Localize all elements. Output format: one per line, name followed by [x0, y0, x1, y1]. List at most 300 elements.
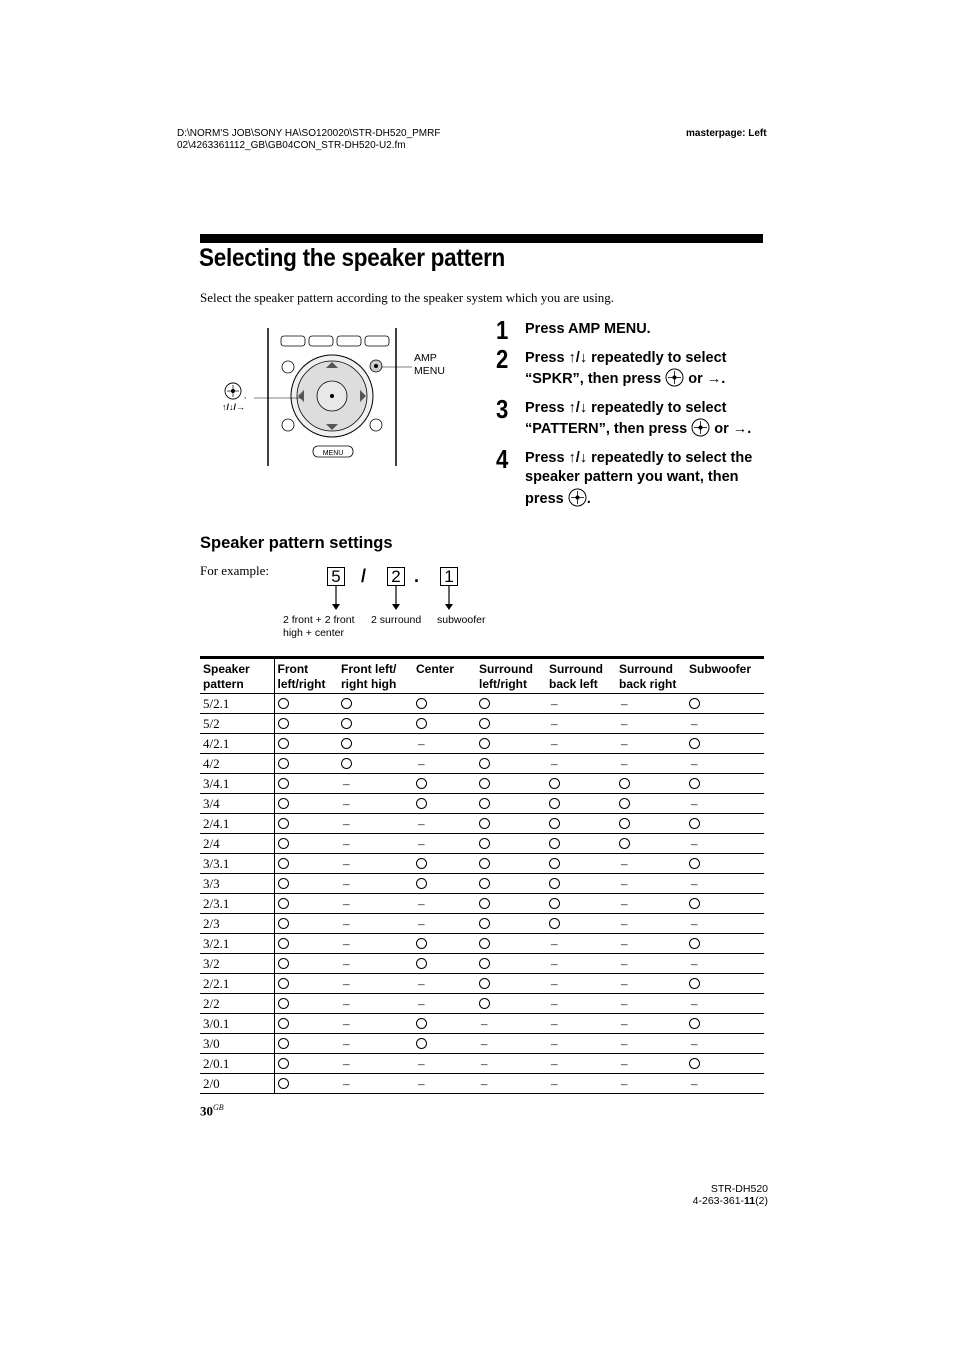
- footer-code-a: 4-263-361-: [692, 1195, 745, 1207]
- speaker-unused-cell: [546, 694, 616, 714]
- dash-mark: –: [551, 1056, 558, 1071]
- speaker-unused-cell: [546, 994, 616, 1014]
- circle-icon: [549, 818, 560, 829]
- circle-icon: [278, 918, 289, 929]
- speaker-unused-cell: [616, 894, 686, 914]
- dash-mark: –: [343, 1076, 350, 1091]
- speaker-unused-cell: [616, 1054, 686, 1074]
- speaker-unused-cell: [686, 1034, 764, 1054]
- pattern-cell: 2/3.1: [200, 894, 274, 914]
- dash-mark: –: [551, 1016, 558, 1031]
- intro-text: Select the speaker pattern according to the speaker system which you are using.: [200, 290, 615, 305]
- dash-mark: –: [343, 996, 350, 1011]
- speaker-unused-cell: [338, 894, 413, 914]
- caption-front-line-1: 2 front + 2 front: [283, 614, 355, 626]
- circle-icon: [619, 798, 630, 809]
- speaker-used-cell: [476, 794, 546, 814]
- circle-icon: [416, 958, 427, 969]
- speaker-used-cell: [274, 714, 338, 734]
- speaker-unused-cell: [616, 954, 686, 974]
- circle-icon: [341, 758, 352, 769]
- step-text: Press ↑/↓ repeatedly to select the speaker pattern you want, then press: [525, 449, 753, 507]
- circle-icon: [479, 858, 490, 869]
- circle-icon: [278, 878, 289, 889]
- speaker-used-cell: [338, 694, 413, 714]
- speaker-unused-cell: [616, 994, 686, 1014]
- speaker-used-cell: [413, 774, 476, 794]
- circle-icon: [549, 878, 560, 889]
- dash-mark: –: [621, 916, 628, 931]
- speaker-used-cell: [476, 894, 546, 914]
- speaker-unused-cell: [413, 974, 476, 994]
- pattern-cell: 2/0.1: [200, 1054, 274, 1074]
- dash-mark: –: [691, 1076, 698, 1091]
- speaker-unused-cell: [616, 1034, 686, 1054]
- dash-mark: –: [343, 1056, 350, 1071]
- pattern-cell: 3/0: [200, 1034, 274, 1054]
- speaker-unused-cell: [686, 914, 764, 934]
- file-path-line-2: 02\4263361112_GB\GB04CON_STR-DH520-U2.fm: [177, 140, 406, 151]
- dash-mark: –: [621, 1036, 628, 1051]
- column-header-line: back right: [619, 676, 677, 691]
- speaker-used-cell: [616, 794, 686, 814]
- pattern-cell: 3/4: [200, 794, 274, 814]
- pattern-cell: 2/4.1: [200, 814, 274, 834]
- speaker-used-cell: [274, 954, 338, 974]
- speaker-used-cell: [686, 734, 764, 754]
- table-row: [200, 834, 764, 854]
- column-header: [338, 658, 413, 694]
- speaker-used-cell: [413, 714, 476, 734]
- circle-icon: [479, 718, 490, 729]
- speaker-unused-cell: [338, 1074, 413, 1094]
- circle-icon: [549, 778, 560, 789]
- circle-icon: [479, 898, 490, 909]
- speaker-used-cell: [476, 914, 546, 934]
- circle-icon: [479, 778, 490, 789]
- speaker-unused-cell: [413, 1074, 476, 1094]
- circle-icon: [619, 778, 630, 789]
- circle-icon: [278, 898, 289, 909]
- speaker-unused-cell: [476, 1054, 546, 1074]
- dash-mark: –: [621, 996, 628, 1011]
- speaker-used-cell: [274, 834, 338, 854]
- speaker-used-cell: [413, 954, 476, 974]
- speaker-used-cell: [476, 754, 546, 774]
- speaker-unused-cell: [616, 914, 686, 934]
- circle-icon: [549, 798, 560, 809]
- dash-mark: –: [343, 976, 350, 991]
- speaker-unused-cell: [413, 914, 476, 934]
- speaker-unused-cell: [413, 994, 476, 1014]
- speaker-used-cell: [274, 1014, 338, 1034]
- speaker-used-cell: [686, 894, 764, 914]
- speaker-unused-cell: [476, 1074, 546, 1094]
- speaker-used-cell: [686, 974, 764, 994]
- speaker-used-cell: [686, 854, 764, 874]
- step-text-end: .: [586, 490, 591, 507]
- circle-icon: [341, 698, 352, 709]
- circle-icon: [479, 838, 490, 849]
- speaker-used-cell: [274, 914, 338, 934]
- circle-icon: [278, 1038, 289, 1049]
- speaker-used-cell: [476, 774, 546, 794]
- dash-mark: –: [343, 936, 350, 951]
- speaker-used-cell: [274, 994, 338, 1014]
- step-text-end: or →.: [688, 371, 726, 387]
- circle-icon: [278, 798, 289, 809]
- speaker-unused-cell: [616, 934, 686, 954]
- speaker-unused-cell: [616, 854, 686, 874]
- dash-mark: –: [691, 876, 698, 891]
- circle-icon: [689, 938, 700, 949]
- example-box-sub: 1: [440, 567, 458, 586]
- speaker-unused-cell: [338, 814, 413, 834]
- dash-mark: –: [343, 876, 350, 891]
- speaker-unused-cell: [616, 734, 686, 754]
- caption-subwoofer: subwoofer: [437, 614, 486, 626]
- pattern-cell: 3/4.1: [200, 774, 274, 794]
- speaker-unused-cell: [338, 1014, 413, 1034]
- circle-icon: [278, 858, 289, 869]
- speaker-used-cell: [338, 754, 413, 774]
- column-header-line: right high: [341, 676, 397, 691]
- dash-mark: –: [621, 936, 628, 951]
- file-path: [177, 128, 440, 152]
- speaker-used-cell: [476, 814, 546, 834]
- speaker-used-cell: [274, 854, 338, 874]
- step-number: 1: [496, 315, 509, 345]
- caption-front-line-2: high + center: [283, 627, 345, 639]
- pattern-cell: 5/2: [200, 714, 274, 734]
- enter-button-icon: [665, 368, 684, 387]
- pattern-cell: 2/0: [200, 1074, 274, 1094]
- page-title: Selecting the speaker pattern: [199, 244, 506, 272]
- speaker-used-cell: [546, 774, 616, 794]
- dash-mark: –: [551, 716, 558, 731]
- circle-icon: [278, 838, 289, 849]
- circle-icon: [416, 878, 427, 889]
- dash-mark: –: [691, 836, 698, 851]
- speaker-unused-cell: [546, 974, 616, 994]
- circle-icon: [479, 938, 490, 949]
- column-header: [546, 658, 616, 694]
- speaker-used-cell: [274, 874, 338, 894]
- speaker-unused-cell: [338, 954, 413, 974]
- pattern-cell: 3/0.1: [200, 1014, 274, 1034]
- speaker-pattern-table: [200, 656, 764, 1094]
- file-path-line-1: D:\NORM'S JOB\SONY HA\SO120020\STR-DH520_PMRF: [177, 128, 441, 139]
- speaker-unused-cell: [686, 994, 764, 1014]
- speaker-unused-cell: [413, 1054, 476, 1074]
- enter-button-icon: [691, 418, 710, 437]
- circle-icon: [549, 918, 560, 929]
- amp-label-line-1: AMP: [414, 352, 437, 364]
- speaker-unused-cell: [413, 814, 476, 834]
- speaker-used-cell: [413, 874, 476, 894]
- dash-mark: –: [621, 856, 628, 871]
- speaker-used-cell: [476, 934, 546, 954]
- column-header-line: back left: [549, 676, 598, 691]
- amp-menu-label: [414, 352, 445, 378]
- speaker-unused-cell: [413, 754, 476, 774]
- circle-icon: [416, 698, 427, 709]
- remote-illustration: [218, 326, 458, 471]
- column-header-line: Surround: [619, 662, 673, 676]
- circle-icon: [278, 1078, 289, 1089]
- speaker-unused-cell: [338, 794, 413, 814]
- circle-icon: [416, 1038, 427, 1049]
- speaker-unused-cell: [476, 1014, 546, 1034]
- circle-icon: [479, 878, 490, 889]
- dash-mark: –: [343, 1036, 350, 1051]
- column-header: [616, 658, 686, 694]
- circle-icon: [689, 1018, 700, 1029]
- speaker-unused-cell: [686, 714, 764, 734]
- speaker-unused-cell: [686, 1074, 764, 1094]
- dash-mark: –: [343, 856, 350, 871]
- speaker-used-cell: [274, 894, 338, 914]
- dash-mark: –: [481, 1056, 488, 1071]
- speaker-used-cell: [413, 694, 476, 714]
- dash-mark: –: [551, 996, 558, 1011]
- speaker-unused-cell: [616, 1074, 686, 1094]
- example-arrows: [330, 586, 460, 612]
- pattern-cell: 5/2.1: [200, 694, 274, 714]
- circle-icon: [479, 998, 490, 1009]
- speaker-used-cell: [413, 934, 476, 954]
- circle-icon: [479, 958, 490, 969]
- dash-mark: –: [691, 996, 698, 1011]
- speaker-unused-cell: [338, 874, 413, 894]
- speaker-unused-cell: [616, 974, 686, 994]
- dash-mark: –: [418, 836, 425, 851]
- circle-icon: [278, 738, 289, 749]
- table-row: [200, 794, 764, 814]
- speaker-used-cell: [476, 694, 546, 714]
- dash-mark: –: [481, 1036, 488, 1051]
- dash-mark: –: [621, 976, 628, 991]
- step-1: [496, 315, 766, 345]
- speaker-used-cell: [686, 694, 764, 714]
- speaker-unused-cell: [413, 834, 476, 854]
- speaker-used-cell: [413, 1034, 476, 1054]
- dash-mark: –: [343, 836, 350, 851]
- speaker-used-cell: [616, 774, 686, 794]
- pattern-cell: 2/2.1: [200, 974, 274, 994]
- speaker-unused-cell: [616, 874, 686, 894]
- dash-mark: –: [621, 736, 628, 751]
- column-header-line: Surround: [549, 662, 603, 676]
- speaker-unused-cell: [338, 854, 413, 874]
- dash-mark: –: [343, 796, 350, 811]
- speaker-used-cell: [546, 914, 616, 934]
- table-row: [200, 1054, 764, 1074]
- circle-icon: [479, 818, 490, 829]
- column-header-line: Speaker: [203, 662, 250, 676]
- circle-icon: [278, 818, 289, 829]
- circle-icon: [341, 738, 352, 749]
- circle-icon: [549, 858, 560, 869]
- dash-mark: –: [343, 776, 350, 791]
- title-rule: [200, 234, 763, 243]
- table-row: [200, 754, 764, 774]
- dash-mark: –: [621, 756, 628, 771]
- column-header-line: left/right: [277, 676, 326, 691]
- circle-icon: [479, 758, 490, 769]
- step-text: Press ↑/↓ repeatedly to select “SPKR”, then press: [525, 349, 727, 387]
- dash-mark: –: [691, 796, 698, 811]
- dash-mark: –: [621, 696, 628, 711]
- step-3: [496, 393, 766, 440]
- dash-mark: –: [551, 956, 558, 971]
- speaker-unused-cell: [546, 1054, 616, 1074]
- caption-front: [283, 614, 355, 640]
- dash-mark: –: [621, 1056, 628, 1071]
- pattern-cell: 4/2.1: [200, 734, 274, 754]
- circle-icon: [278, 938, 289, 949]
- column-header-line: Center: [416, 662, 455, 676]
- circle-icon: [479, 738, 490, 749]
- circle-icon: [479, 798, 490, 809]
- speaker-used-cell: [546, 814, 616, 834]
- speaker-used-cell: [546, 794, 616, 814]
- speaker-used-cell: [274, 794, 338, 814]
- speaker-used-cell: [413, 854, 476, 874]
- table-row: [200, 934, 764, 954]
- circle-icon: [416, 778, 427, 789]
- example-slash: /: [361, 566, 367, 586]
- circle-icon: [278, 998, 289, 1009]
- speaker-used-cell: [686, 774, 764, 794]
- table-row: [200, 714, 764, 734]
- speaker-used-cell: [476, 954, 546, 974]
- table-row: [200, 734, 764, 754]
- footer-code-b: 11: [744, 1195, 756, 1207]
- dash-mark: –: [418, 896, 425, 911]
- dash-mark: –: [621, 896, 628, 911]
- circle-icon: [278, 978, 289, 989]
- dash-mark: –: [343, 816, 350, 831]
- dash-mark: –: [551, 1036, 558, 1051]
- circle-icon: [549, 838, 560, 849]
- step-text: Press AMP MENU.: [525, 321, 651, 337]
- column-header-line: Subwoofer: [689, 662, 751, 676]
- enter-button-icon: [568, 488, 587, 507]
- speaker-unused-cell: [616, 1014, 686, 1034]
- step-number: 4: [496, 443, 509, 474]
- example-dot: .: [414, 566, 420, 586]
- footer-model: STR-DH520: [710, 1183, 768, 1195]
- pattern-cell: 3/2.1: [200, 934, 274, 954]
- circle-icon: [278, 758, 289, 769]
- table-row: [200, 774, 764, 794]
- step-number: 2: [496, 343, 509, 374]
- circle-icon: [416, 858, 427, 869]
- page-number-suffix: GB: [213, 1103, 224, 1112]
- dash-mark: –: [418, 976, 425, 991]
- dash-mark: –: [343, 1016, 350, 1031]
- speaker-used-cell: [274, 734, 338, 754]
- table-body: [200, 694, 764, 1094]
- step-text: Press ↑/↓ repeatedly to select “PATTERN”, then press: [525, 399, 727, 437]
- speaker-used-cell: [274, 1034, 338, 1054]
- column-header-line: left/right: [479, 676, 527, 691]
- steps-list: [496, 315, 766, 518]
- dash-mark: –: [691, 1036, 698, 1051]
- dash-mark: –: [621, 1076, 628, 1091]
- pattern-cell: 4/2: [200, 754, 274, 774]
- speaker-unused-cell: [476, 1034, 546, 1054]
- speaker-unused-cell: [338, 914, 413, 934]
- speaker-unused-cell: [546, 754, 616, 774]
- speaker-unused-cell: [616, 694, 686, 714]
- column-header-line: Front left/: [341, 662, 397, 676]
- speaker-unused-cell: [338, 1034, 413, 1054]
- pattern-cell: 3/3: [200, 874, 274, 894]
- speaker-used-cell: [546, 874, 616, 894]
- table-row: [200, 814, 764, 834]
- speaker-used-cell: [686, 1014, 764, 1034]
- dash-mark: –: [481, 1076, 488, 1091]
- speaker-unused-cell: [546, 1074, 616, 1094]
- table-row: [200, 874, 764, 894]
- circle-icon: [619, 838, 630, 849]
- speaker-unused-cell: [546, 1014, 616, 1034]
- caption-surround: 2 surround: [371, 614, 422, 626]
- example-box-surround: 2: [387, 567, 405, 586]
- speaker-unused-cell: [546, 954, 616, 974]
- column-header: [200, 658, 274, 694]
- speaker-used-cell: [546, 894, 616, 914]
- footer-model-code: [686, 1183, 768, 1207]
- pattern-cell: 3/2: [200, 954, 274, 974]
- circle-icon: [278, 778, 289, 789]
- speaker-unused-cell: [616, 754, 686, 774]
- dash-mark: –: [621, 956, 628, 971]
- table-row: [200, 1034, 764, 1054]
- speaker-used-cell: [338, 734, 413, 754]
- speaker-unused-cell: [686, 874, 764, 894]
- footer-code-c: (2): [755, 1195, 768, 1207]
- column-header-line: pattern: [203, 676, 244, 691]
- speaker-used-cell: [476, 974, 546, 994]
- speaker-used-cell: [476, 854, 546, 874]
- dash-mark: –: [418, 996, 425, 1011]
- amp-label-line-2: MENU: [414, 365, 445, 377]
- circle-icon: [416, 938, 427, 949]
- circle-icon: [416, 798, 427, 809]
- dash-mark: –: [551, 756, 558, 771]
- circle-icon: [479, 978, 490, 989]
- dash-mark: –: [418, 1076, 425, 1091]
- speaker-used-cell: [413, 1014, 476, 1034]
- table-row: [200, 854, 764, 874]
- speaker-used-cell: [686, 934, 764, 954]
- dash-mark: –: [481, 1016, 488, 1031]
- dash-mark: –: [621, 1016, 628, 1031]
- circle-icon: [689, 858, 700, 869]
- table-row: [200, 954, 764, 974]
- speaker-unused-cell: [546, 934, 616, 954]
- dash-mark: –: [551, 936, 558, 951]
- masterpage-label: masterpage: Left: [686, 128, 767, 139]
- circle-icon: [479, 698, 490, 709]
- speaker-unused-cell: [338, 994, 413, 1014]
- speaker-unused-cell: [338, 974, 413, 994]
- for-example-label: For example:: [200, 563, 269, 578]
- circle-icon: [689, 978, 700, 989]
